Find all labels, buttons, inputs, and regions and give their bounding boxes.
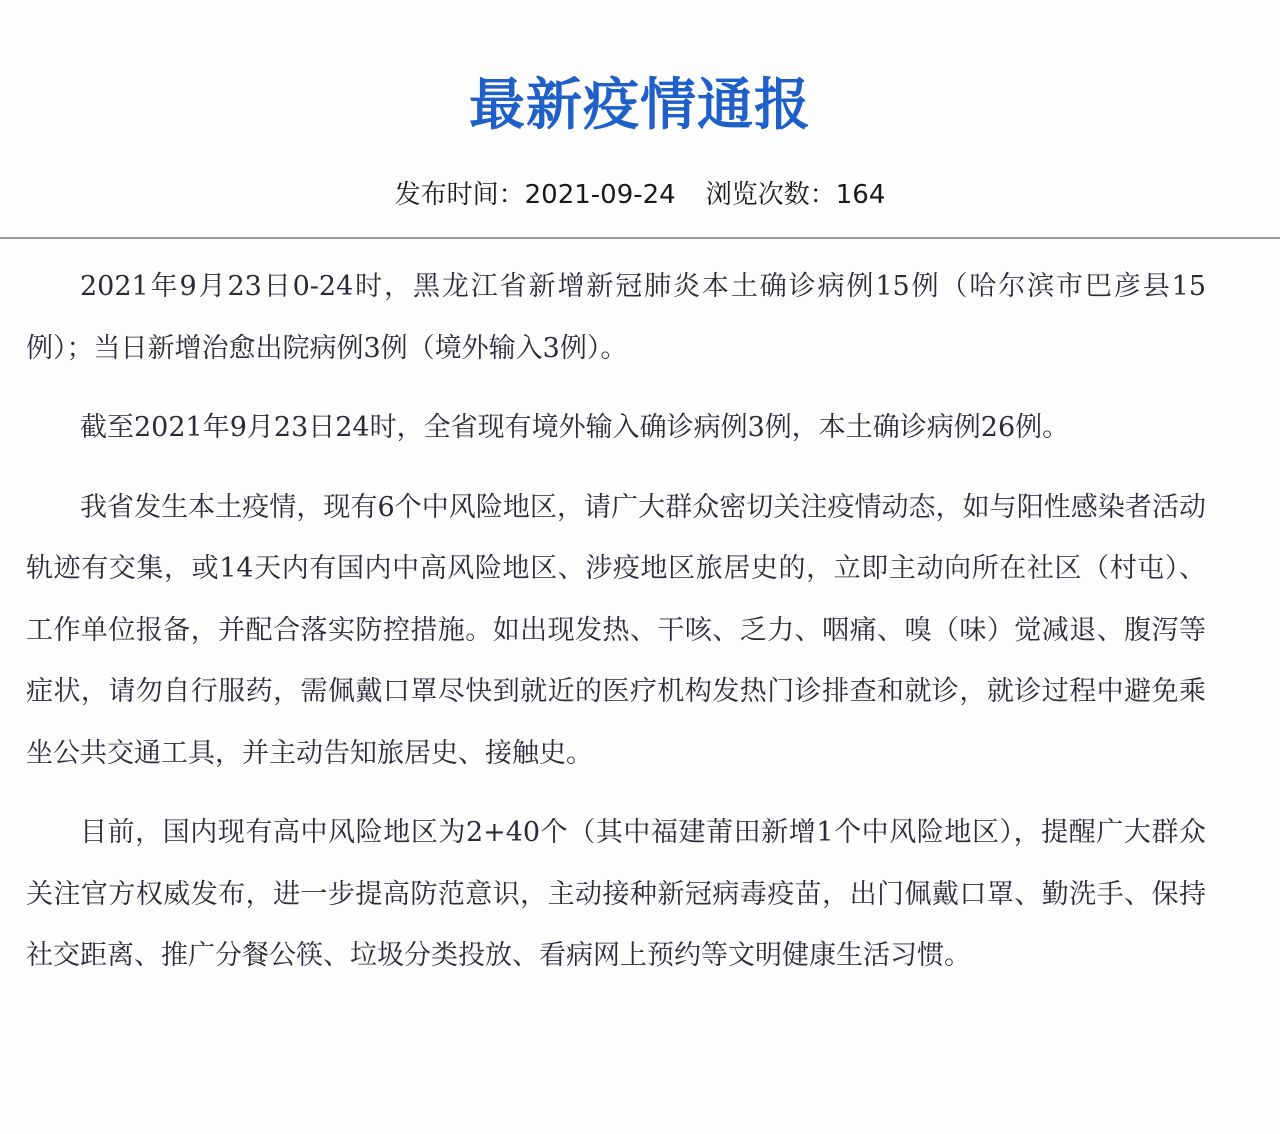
page-title: 最新疫情通报 [469,73,811,138]
publish-time-label: 发布时间： [394,180,525,210]
article-header [0,0,1280,238]
view-count-label: 浏览次数： [705,180,836,210]
paragraph-national-risk: 目前，国内现有高中风险地区为2+40个（其中福建莆田新增1个中风险地区），提醒广大群众关注官方权威发布，进一步提高防范意识，主动接种新冠病毒疫苗，出门佩戴口罩、勤洗手、保持社交距离、推广分餐公筷、垃圾分类投放、看病网上预约等文明健康生活习惯。 [26,817,1206,971]
paragraph-local-guidance: 我省发生本土疫情，现有6个中风险地区，请广大群众密切关注疫情动态，如与阳性感染者活动轨迹有交集，或14天内有国内中高风险地区、涉疫地区旅居史的，立即主动向所在社区（村屯）、工作单位报备，并配合落实防控措施。如出现发热、干咳、乏力、咽痛、嗅（味）觉减退、腹泻等症状，请勿自行服药，需佩戴口罩尽快到就近的医疗机构发热门诊排查和就诊，就诊过程中避免乘坐公共交通工具，并主动告知旅居史、接触史。 [26,491,1206,769]
view-count: 164 [835,180,886,210]
article-meta [0,176,1280,214]
paragraph-daily-cases: 2021年9月23日0-24时，黑龙江省新增新冠肺炎本土确诊病例15例（哈尔滨市巴彦县15例）；当日新增治愈出院病例3例（境外输入3例）。 [26,271,1206,364]
publish-date: 2021-09-24 [524,180,676,210]
paragraph-cumulative-cases: 截至2021年9月23日24时，全省现有境外输入确诊病例3例，本土确诊病例26例。 [80,412,1070,443]
header-divider [0,237,1280,239]
article-body [26,256,1206,1005]
